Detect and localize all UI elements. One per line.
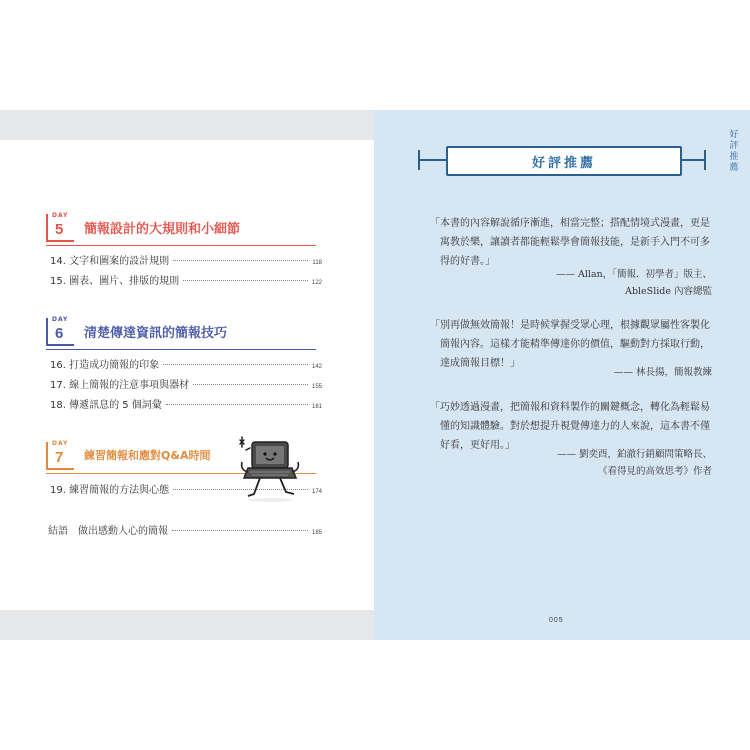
toc-item-title: 19. 練習簡報的方法與心態 <box>50 485 170 496</box>
banner-box <box>446 146 682 176</box>
leader-dots <box>193 384 308 385</box>
side-tab-label: 好 評 推 薦 <box>729 130 739 173</box>
quote-text: 「別再做無效簡報！是時候掌握受眾心理，根據觀眾屬性客製化簡報內容。這樣才能精準傳達你的價值，驅動對方採取行動，達成簡報目標！」 <box>430 320 710 369</box>
quote-attribution <box>430 446 712 480</box>
toc-item-page: 118 <box>312 260 322 266</box>
toc-item-page: 161 <box>311 404 322 410</box>
leader-dots <box>172 530 308 531</box>
day-label: DAY <box>52 212 69 219</box>
toc-item-title: 16. 打造成功簡報的印象 <box>50 360 160 371</box>
toc-item[interactable] <box>50 252 322 266</box>
toc-item-page: 122 <box>311 280 322 286</box>
toc-item-title: 14. 文字和圖案的設計規則 <box>50 256 170 267</box>
leader-dots <box>173 260 308 261</box>
attribution-line: —— 林長揚，簡報教練 <box>613 367 712 378</box>
toc-item-title: 15. 圖表、圖片、排版的規則 <box>50 276 180 287</box>
toc-item[interactable] <box>50 356 322 370</box>
bottom-band <box>0 610 374 640</box>
recommendations-title-banner <box>418 146 706 174</box>
quote-block <box>430 214 712 271</box>
attribution-line: AbleSlide 內容總監 <box>625 286 712 297</box>
toc-item[interactable] <box>50 396 322 410</box>
toc-item-title: 17. 線上簡報的注意事項與器材 <box>50 380 190 391</box>
attribution-line: —— Allan，「簡報．初學者」版主、 <box>556 269 712 280</box>
toc-item[interactable] <box>50 272 322 286</box>
attribution-line: —— 劉奕酉，鉑澈行銷顧問策略長、 <box>556 449 712 460</box>
page-number: 005 <box>549 617 564 624</box>
divider <box>46 245 316 246</box>
toc-item-page: 185 <box>311 530 322 536</box>
attribution-line: 《看得見的高效思考》作者 <box>597 466 712 477</box>
toc-item-page: 142 <box>311 364 322 370</box>
divider <box>46 349 316 350</box>
banner-tick <box>704 150 706 170</box>
page-title: 好評推薦 <box>531 155 596 171</box>
leader-dots <box>183 280 308 281</box>
toc-item-page: 155 <box>311 384 322 390</box>
banner-line <box>680 159 706 161</box>
toc-item-page: 174 <box>311 489 322 495</box>
left-page-toc <box>0 110 374 640</box>
day-label: DAY <box>52 440 69 447</box>
quote-text: 「巧妙透過漫畫，把簡報和資料製作的關鍵概念，轉化為輕鬆易懂的知識體驗。對於想提升視覺傳達力的人來說，這本書不僅好看，更好用。」 <box>430 402 710 451</box>
toc-item-title: 結語 做出感動人心的簡報 <box>48 526 168 537</box>
toc-item[interactable] <box>50 376 322 390</box>
day-number: 6 <box>55 325 64 342</box>
quote-attribution <box>430 266 712 300</box>
laptop-mascot-icon <box>234 434 304 504</box>
day-label: DAY <box>52 316 69 323</box>
day-number: 5 <box>55 221 64 238</box>
banner-line <box>418 159 446 161</box>
day-title: 簡報設計的大規則和小細節 <box>84 222 241 237</box>
day-number: 7 <box>55 449 64 466</box>
day-title: 練習簡報和應對Q&A時間 <box>84 449 211 462</box>
top-band <box>0 110 374 140</box>
leader-dots <box>166 404 308 405</box>
toc-item-title: 18. 傳遞訊息的 5 個詞彙 <box>50 400 162 411</box>
quote-text: 「本書的內容解說循序漸進，相當完整；搭配情境式漫畫，更是寓教於樂，讓讀者都能輕鬆學會簡報技能，是新手入門不可多得的好書。」 <box>430 218 710 267</box>
toc-closing[interactable] <box>48 522 322 536</box>
day-title: 清楚傳達資訊的簡報技巧 <box>84 326 228 341</box>
leader-dots <box>163 364 308 365</box>
quote-attribution <box>430 364 712 381</box>
